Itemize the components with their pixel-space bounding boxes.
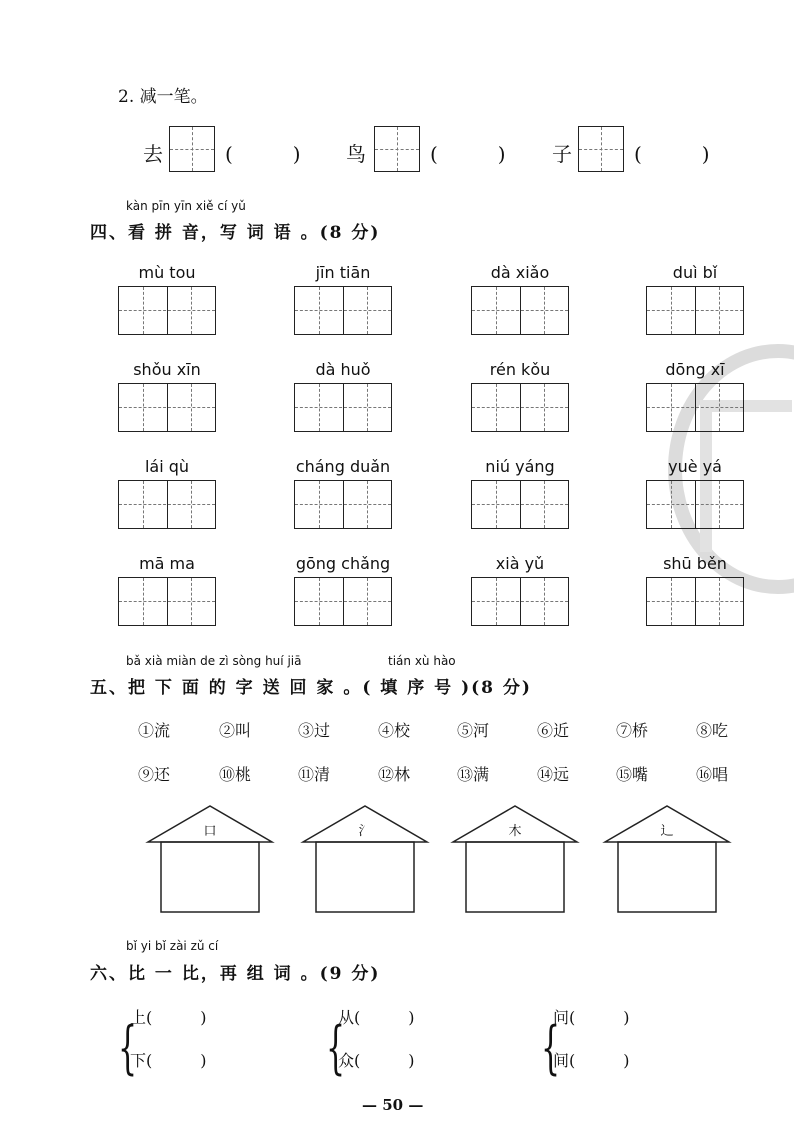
grid-line: [472, 407, 568, 408]
pinyin-label: dà huǒ: [315, 360, 371, 379]
answer-paren[interactable]: ( ): [430, 142, 506, 166]
sec3-char: 去: [143, 142, 163, 166]
grid-line: [119, 407, 215, 408]
house-radical: 辶: [660, 824, 674, 839]
word-writing-box[interactable]: [471, 383, 569, 432]
grid-line: [472, 310, 568, 311]
pinyin-label: mù tou: [138, 263, 196, 282]
answer-paren[interactable]: ( ): [225, 142, 301, 166]
grid-line: [647, 310, 743, 311]
word-writing-box[interactable]: [646, 577, 744, 626]
compare-word[interactable]: 上( ): [130, 1008, 207, 1027]
numbered-char: ⑤河: [457, 721, 490, 740]
word-writing-box[interactable]: [118, 383, 216, 432]
word-writing-box[interactable]: [294, 577, 392, 626]
numbered-char: ②叫: [219, 721, 252, 740]
word-writing-box[interactable]: [471, 286, 569, 335]
brace-icon: {: [118, 1015, 138, 1083]
brace-icon: {: [541, 1015, 561, 1083]
numbered-char: ⑫林: [378, 765, 411, 784]
houses: [140, 800, 780, 920]
word-writing-box[interactable]: [646, 480, 744, 529]
grid-line: [647, 601, 743, 602]
compare-word[interactable]: 从( ): [338, 1008, 415, 1027]
numbered-char: ③过: [298, 721, 331, 740]
grid-line: [295, 504, 391, 505]
sec5-title-pinyin: bǎ xià miàn de zì sòng huí jiā: [126, 654, 302, 668]
grid-line: [295, 407, 391, 408]
grid-line: [295, 601, 391, 602]
sec6-title-pinyin: bǐ yi bǐ zài zǔ cí: [126, 939, 219, 953]
pinyin-label: cháng duǎn: [295, 457, 391, 476]
numbered-char: ⑪清: [298, 765, 331, 784]
grid-line: [119, 310, 215, 311]
word-writing-box[interactable]: [471, 480, 569, 529]
house-body[interactable]: [618, 842, 716, 912]
word-writing-box[interactable]: [471, 577, 569, 626]
grid-line: [647, 407, 743, 408]
word-writing-box[interactable]: [118, 286, 216, 335]
numbered-char: ①流: [138, 721, 171, 740]
house-radical: 氵: [358, 824, 372, 839]
sec3-char: 鸟: [346, 142, 366, 166]
numbered-char: ⑭远: [537, 765, 570, 784]
writing-box[interactable]: [578, 126, 624, 172]
word-writing-box[interactable]: [294, 480, 392, 529]
pinyin-label: shǒu xīn: [133, 360, 201, 379]
pinyin-label: duì bǐ: [672, 263, 718, 282]
grid-line: [295, 310, 391, 311]
pinyin-label: dà xiǎo: [490, 263, 550, 282]
numbered-char: ⑧吃: [696, 721, 729, 740]
compare-word[interactable]: 间( ): [553, 1051, 630, 1070]
pinyin-label: rén kǒu: [489, 360, 551, 379]
compare-word[interactable]: 下( ): [130, 1051, 207, 1070]
sec4-title-pinyin: kàn pīn yīn xiě cí yǔ: [126, 199, 246, 213]
pinyin-label: yuè yá: [668, 457, 722, 476]
sec6-title: 六、比 一 比，再 组 词 。(9 分): [90, 964, 381, 984]
compare-word[interactable]: 众( ): [338, 1051, 415, 1070]
compare-word[interactable]: 问( ): [553, 1008, 630, 1027]
sec4-title: 四、看 拼 音，写 词 语 。(8 分): [90, 223, 381, 243]
word-writing-box[interactable]: [646, 383, 744, 432]
sec5-title-pinyin-2: tián xù hào: [388, 654, 456, 668]
numbered-char: ⑬满: [457, 765, 490, 784]
sec3-title: 2. 减一笔。: [118, 87, 208, 107]
numbered-char: ⑦桥: [616, 721, 649, 740]
grid-line: [119, 504, 215, 505]
house-body[interactable]: [466, 842, 564, 912]
word-writing-box[interactable]: [294, 286, 392, 335]
answer-paren[interactable]: ( ): [634, 142, 710, 166]
pinyin-label: xià yǔ: [495, 554, 545, 573]
pinyin-label: dōng xī: [665, 360, 725, 379]
numbered-char: ④校: [378, 721, 411, 740]
grid-line: [472, 504, 568, 505]
numbered-char: ⑨还: [138, 765, 171, 784]
numbered-char: ⑥近: [537, 721, 570, 740]
word-writing-box[interactable]: [118, 480, 216, 529]
pinyin-label: mā ma: [139, 554, 195, 573]
pinyin-label: shū běn: [663, 554, 727, 573]
numbered-char: ⑮嘴: [616, 765, 649, 784]
page-number: — 50 —: [362, 1096, 424, 1114]
grid-line: [119, 601, 215, 602]
pinyin-label: jīn tiān: [315, 263, 371, 282]
pinyin-label: lái qù: [144, 457, 190, 476]
writing-box[interactable]: [374, 126, 420, 172]
pinyin-label: niú yáng: [485, 457, 555, 476]
numbered-char: ⑩桃: [219, 765, 252, 784]
grid-line: [472, 601, 568, 602]
word-writing-box[interactable]: [294, 383, 392, 432]
sec3-char: 子: [552, 142, 572, 166]
brace-icon: {: [326, 1015, 346, 1083]
house-body[interactable]: [161, 842, 259, 912]
pinyin-label: gōng chǎng: [295, 554, 391, 573]
house-radical: 口: [203, 824, 217, 839]
sec5-title: 五、把 下 面 的 字 送 回 家 。( 填 序 号 )(8 分): [90, 678, 532, 698]
word-writing-box[interactable]: [646, 286, 744, 335]
grid-line: [647, 504, 743, 505]
word-writing-box[interactable]: [118, 577, 216, 626]
house-body[interactable]: [316, 842, 414, 912]
writing-box[interactable]: [169, 126, 215, 172]
house-radical: 木: [508, 824, 522, 839]
numbered-char: ⑯唱: [696, 765, 729, 784]
